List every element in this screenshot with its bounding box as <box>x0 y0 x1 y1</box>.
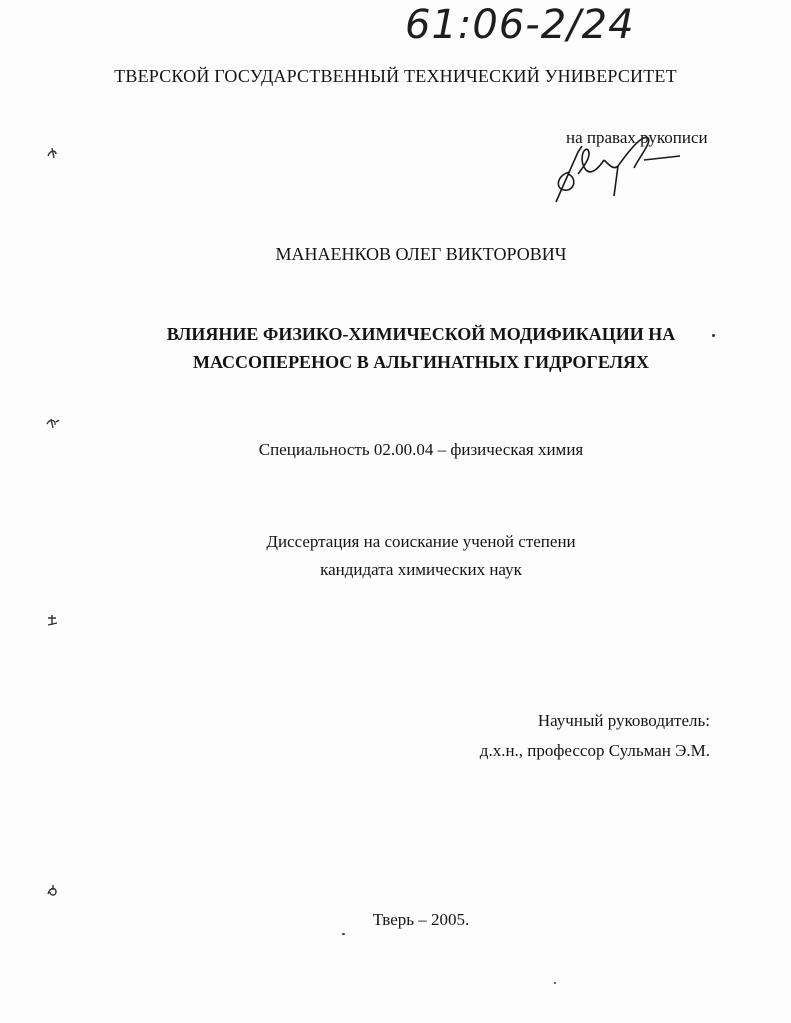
margin-mark-icon <box>44 882 62 900</box>
margin-mark-icon <box>44 612 62 630</box>
dissertation-title <box>0 320 791 376</box>
university-name: ТВЕРСКОЙ ГОСУДАРСТВЕННЫЙ ТЕХНИЧЕСКИЙ УНИВЕРСИТЕТ <box>114 66 677 86</box>
specialty-line: Специальность 02.00.04 – физическая химия <box>258 440 584 459</box>
supervisor-name: д.х.н., профессор Сульман Э.М. <box>479 741 710 760</box>
title-line-1: ВЛИЯНИЕ ФИЗИКО-ХИМИЧЕСКОЙ МОДИФИКАЦИИ НА <box>166 324 676 344</box>
supervisor-label: Научный руководитель: <box>537 711 710 730</box>
degree-line-2: кандидата химических наук <box>320 560 522 579</box>
scan-speck <box>554 982 556 984</box>
manuscript-rights-note: на правах рукописи <box>566 128 708 147</box>
author-name: МАНАЕНКОВ ОЛЕГ ВИКТОРОВИЧ <box>275 244 567 264</box>
signature <box>548 126 688 206</box>
supervisor-block <box>480 706 710 766</box>
title-line-2: МАССОПЕРЕНОС В АЛЬГИНАТНЫХ ГИДРОГЕЛЯХ <box>192 352 650 372</box>
scan-speck <box>712 334 715 337</box>
scan-speck <box>342 933 345 935</box>
degree-statement <box>0 528 791 584</box>
handwritten-catalog-code: 61:06-2/24 <box>405 2 635 48</box>
margin-mark-icon <box>44 414 62 432</box>
margin-mark-icon <box>44 144 62 162</box>
city-year: Тверь – 2005. <box>372 910 470 929</box>
degree-line-1: Диссертация на соискание ученой степени <box>266 532 576 551</box>
